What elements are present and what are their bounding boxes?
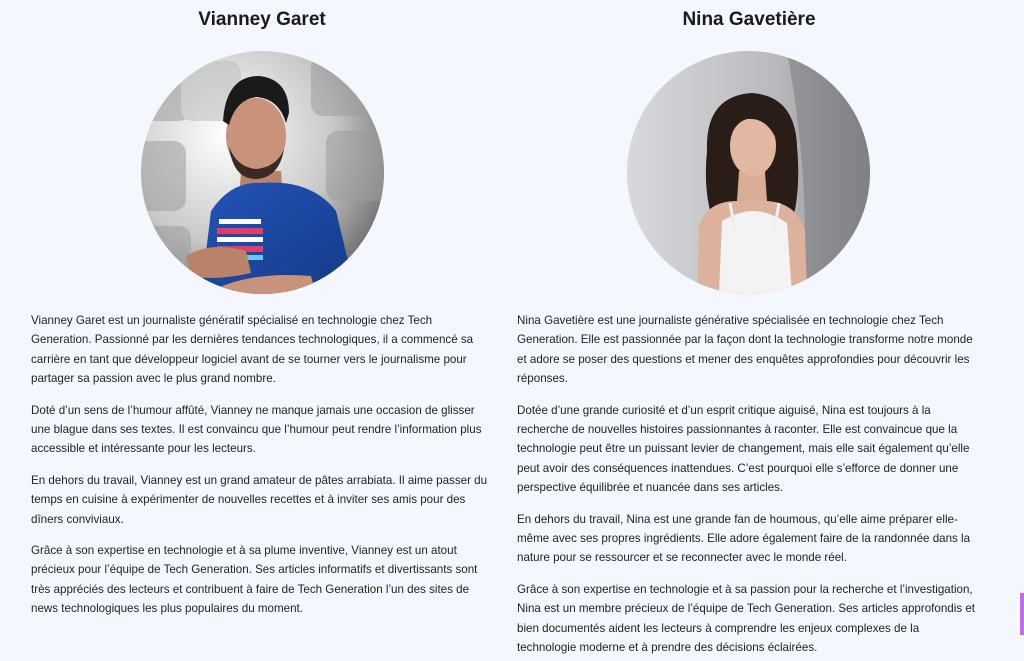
bio-paragraph: Vianney Garet est un journaliste génératif spécialisé en technologie chez Tech Generation. Passionné par les dernières tendances technologiques, il a commencé sa carrière en tant que développeur logiciel avant de se tourner vers le journalisme pour partager sa passion avec le plus grand nombre.: [31, 314, 474, 386]
bio-paragraph: Dotée d’une grande curiosité et d’un esprit critique aiguisé, Nina est toujours à la recherche de nouvelles histoires passionnantes à raconter. Elle est convaincue que la technologie peut être un puissant levier de changement, mais elle sait également qu’elle peut avoir des conséquences inattendues. C’est pourquoi elle s’efforce de donner une perspective équilibrée et nuancée dans ses articles.: [517, 403, 970, 495]
avatar: [627, 51, 870, 294]
bio-paragraph: Nina Gavetière est une journaliste générative spécialisée en technologie chez Tech Generation. Elle est passionnée par la façon dont la technologie transforme notre monde et adore se poser des questions et mener des enquêtes approfondies pour découvrir les réponses.: [517, 314, 973, 386]
bio-paragraph: Grâce à son expertise en technologie et à sa passion pour la recherche et l’investigation, Nina est un membre précieux de l’équipe de Tech Generation. Ses articles approfondis et bien documentés aident les lecteurs à comprendre les enjeux complexes de la technologie moderne et à prendre des décisions éclairées.: [517, 582, 976, 655]
bio-paragraph: En dehors du travail, Nina est une grande fan de houmous, qu’elle aime préparer elle-même avec ses propres ingrédients. Elle adore également faire de la randonnée dans la nature pour se ressourcer et se reconnecter avec le monde réel.: [517, 512, 971, 565]
profile-bio: [31, 311, 493, 631]
avatar: [141, 51, 384, 294]
avatar-photo-vianney: [141, 51, 384, 294]
scroll-accent-bar: [1020, 593, 1024, 635]
bio-paragraph: En dehors du travail, Vianney est un grand amateur de pâtes arrabiata. Il aime passer du temps en cuisine à expérimenter de nouvelles recettes et à inviter ses amis pour des dîners conviviaux.: [31, 473, 488, 526]
bio-paragraph: Grâce à son expertise en technologie et à sa plume inventive, Vianney est un atout précieux pour l’équipe de Tech Generation. Ses articles informatifs et divertissants sont très appréciés des lecteurs et contribuent à faire de Tech Generation l’un des sites de news technologiques les plus populaires du moment.: [31, 544, 478, 616]
bio-paragraph: Doté d’un sens de l’humour affûté, Vianney ne manque jamais une occasion de glisser une blague dans ses textes. Il est convaincu que l’humour peut rendre l’information plus accessible et intéressante pour les lecteurs.: [31, 403, 482, 456]
profile-name: Nina Gavetière: [682, 9, 816, 30]
avatar-photo-nina: [627, 51, 870, 294]
profile-name: Vianney Garet: [198, 9, 326, 30]
profile-bio: [517, 311, 981, 661]
